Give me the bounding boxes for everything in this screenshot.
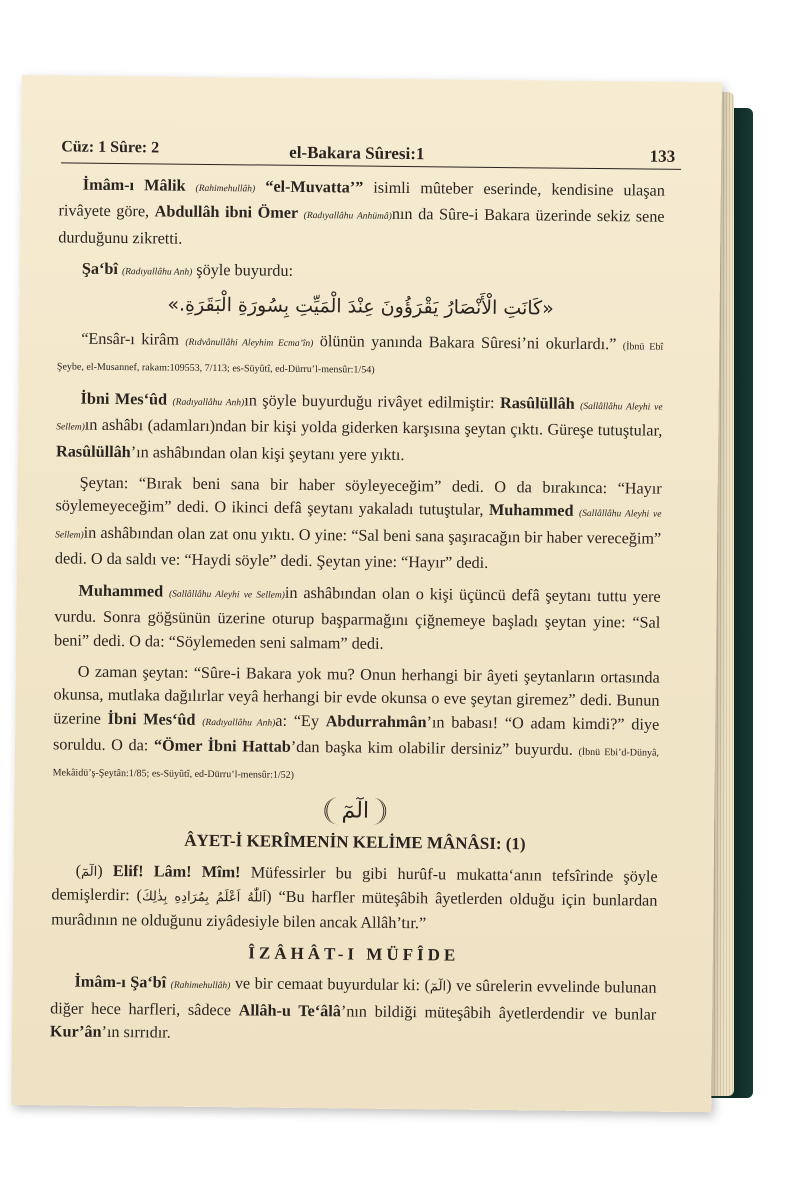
text: ’ın babası! “O adam kimdi?” diye soruldu. O da: [52,712,660,755]
honorific: (Sallâllâhu Aleyhi ve Sellem) [55,509,662,541]
ornament-alif-lam-mim [52,794,658,828]
text: Şeytan: “Bırak beni sana bir haber söyleyeceğim” dedi. O da bırakınca: “Hayır söylemeyeceğim” dedi. O ikinci defâ şeytanı yakaladı tutuştular, [55,473,662,520]
text: nın da Sûre-i Bakara üzerinde sekiz sene durduğunu zikretti. [58,205,665,248]
name-rasulullah: Rasûlüllâh [499,393,575,413]
honorific: (Sallâllâhu Aleyhi ve Sellem) [168,589,285,601]
text: in ashâbından olan o kişi üçüncü defâ şeytanı tuttu yere vurdu. Sonra göğsünün üzerine oturup başparmağını çiğnemeye başladı şeytan yine: “Sal beni” dedi. O da: “Söylemeden seni salmam” dedi. [53,583,661,653]
text: ’ın sırrıdır. [101,1023,171,1042]
book-page [11,75,722,1112]
text: Müfessirler bu gibi hurûf-u mukatta‘anın tefsîrinde şöyle demişlerdir: ( [51,863,658,905]
honorific: (Rahimehullâh) [195,183,256,195]
ornament-text: الٓمٓ [324,797,386,825]
text: ) ve sûrelerin evvelinde bulunan diğer hece harfleri, sâdece [50,976,657,1020]
paragraph-7 [53,660,660,790]
text: ) “Bu harfler müteşâbih âyetlerden olduğu için bunlardan murâdının ne olduğunu ziyâdesiyle bilen ancak Allâh’tır.” [51,887,658,932]
name-rasulullah: Rasûlüllâh [55,442,131,461]
text: ’dan başka kim olabilir dersiniz” buyurdu. [290,737,579,759]
name-omer: “Ömer İbni Hattab [153,736,291,756]
honorific: (Rahimehullâh) [170,980,231,992]
honorific: (Radıyallâhu Anh) [172,397,245,409]
text: isimli mûteber eserinde, kendisine ulaşan rivâyete göre, [58,178,665,221]
honorific: (Radıyallâhu Anhümâ) [303,211,392,223]
name-ibni-mesud: İbni Mes‘ûd [80,389,168,409]
honorific: (Rıdvânullâhi Aleyhim Ecma’în) [185,337,314,350]
arabic-inline: اَللّٰهُ اَعْلَمُ بِمُرَادِهِ بِذٰلِكَ [141,889,267,906]
name-abdullah: Abdullâh ibni Ömer [154,202,299,223]
name-muhammed: Muhammed [78,581,164,601]
juz-sura-label: Cüz: 1 Sûre: 2 [61,138,160,157]
name-imam-malik: İmâm-ı Mâlik [82,175,186,195]
honorific: (Radıyallâhu Anh) [121,267,193,279]
citation: (İbnü Ebî Şeybe, el-Musannef, rakam:109553, 7/113; es-Süyûtî, ed-Dürru’l-mensûr:1/54) [56,341,664,377]
name-shabi: Şa‘bî [81,259,119,279]
paragraph-4 [56,387,663,470]
arabic-inline: الٓمٓ [80,864,98,880]
page-body [50,173,665,1058]
text: in ashâbından olan zat onu yıktı. O yine: “Sal beni sana şaşıracağın bir haber vereceğim” dedi. O da saldı ve: “Haydi söyle” dedi. Şeytan yine: “Hayır” dedi. [54,523,662,573]
arabic-inline: الٓمٓ [429,979,447,995]
citation: (İbnü Ebi’d-Dünyâ, Mekâidü’ş-Şeytân:1/85; es-Süyûtî, ed-Dürru’l-mensûr:1/52) [52,746,659,781]
section-heading-word-meaning: ÂYET-İ KERÎMENİN KELİME MÂNÂSI: (1) [184,831,526,854]
text: ( [75,861,82,880]
text: ın şöyle buyurduğu rivâyet edilmiştir: [244,391,501,412]
page-header [61,130,681,169]
section-heading-izahat: ÎZÂHÂT-I MÜFÎDE [248,943,460,965]
running-title: el-Bakara Sûresi:1 [289,142,425,164]
text: şöyle buyurdu: [192,261,294,281]
name-ibni-mesud: İbni Mes‘ûd [107,709,196,729]
name-muhammed: Muhammed [488,501,574,521]
text: ın ashâbı (adamları)ndan bir kişi yolda giderken karşısına şeytan çıktı. Güreşe tutuştular, [84,415,663,440]
honorific: (Sallâllâhu Aleyhi ve Sellem) [56,401,663,433]
honorific: (Radıyallâhu Anh) [202,717,276,729]
text: ’ın ashâbından olan kişi şeytanı yere yıktı. [130,442,405,464]
book-title: “el-Muvatta’” [265,177,364,197]
paragraph-2 [58,258,664,291]
paragraph-1 [58,173,665,256]
page-number: 133 [649,146,676,166]
text: O zaman şeytan: “Sûre-i Bakara yok mu? Onun herhangi bir âyeti şeytanların ortasında okunsa, mutlaka dağılırlar veyâ herhangi bir evde okunsa o eve şeytan giremez” dedi. Bunun üzerine [53,662,660,728]
name-abdurrahman: Abdurrahmân [325,711,427,731]
paragraph-6 [54,579,661,659]
text: ölünün yanında Bakara Sûresi’ni okurlardı.” [313,332,623,354]
text: ’nın bildiği müteşâbih âyetlerdendir ve bunlar [340,1002,657,1024]
text: ) [97,861,114,880]
text: ve bir cemaat buyurdular ki: ( [230,974,431,995]
paragraph-9 [50,971,657,1051]
name-imam-shabi: İmâm-ı Şa‘bî [74,972,167,992]
text: “Ensâr-ı kirâm [81,329,186,349]
paragraph-5 [55,471,662,577]
text: a: “Ey [275,711,326,730]
name-allah: Allâh-u Te‘âlâ [238,1001,341,1021]
paragraph-8 [51,859,658,938]
arabic-quote: «كَانَتِ الْأَنْصَارُ يَقْرَؤُونَ عِنْدَ الْمَيِّتِ بِسُورَةِ الْبَقَرَةِ.» [167,293,554,320]
name-quran: Kur’ân [49,1022,102,1042]
paragraph-3 [57,327,664,385]
letters-term: Elif! Lâm! Mîm! [112,861,241,882]
